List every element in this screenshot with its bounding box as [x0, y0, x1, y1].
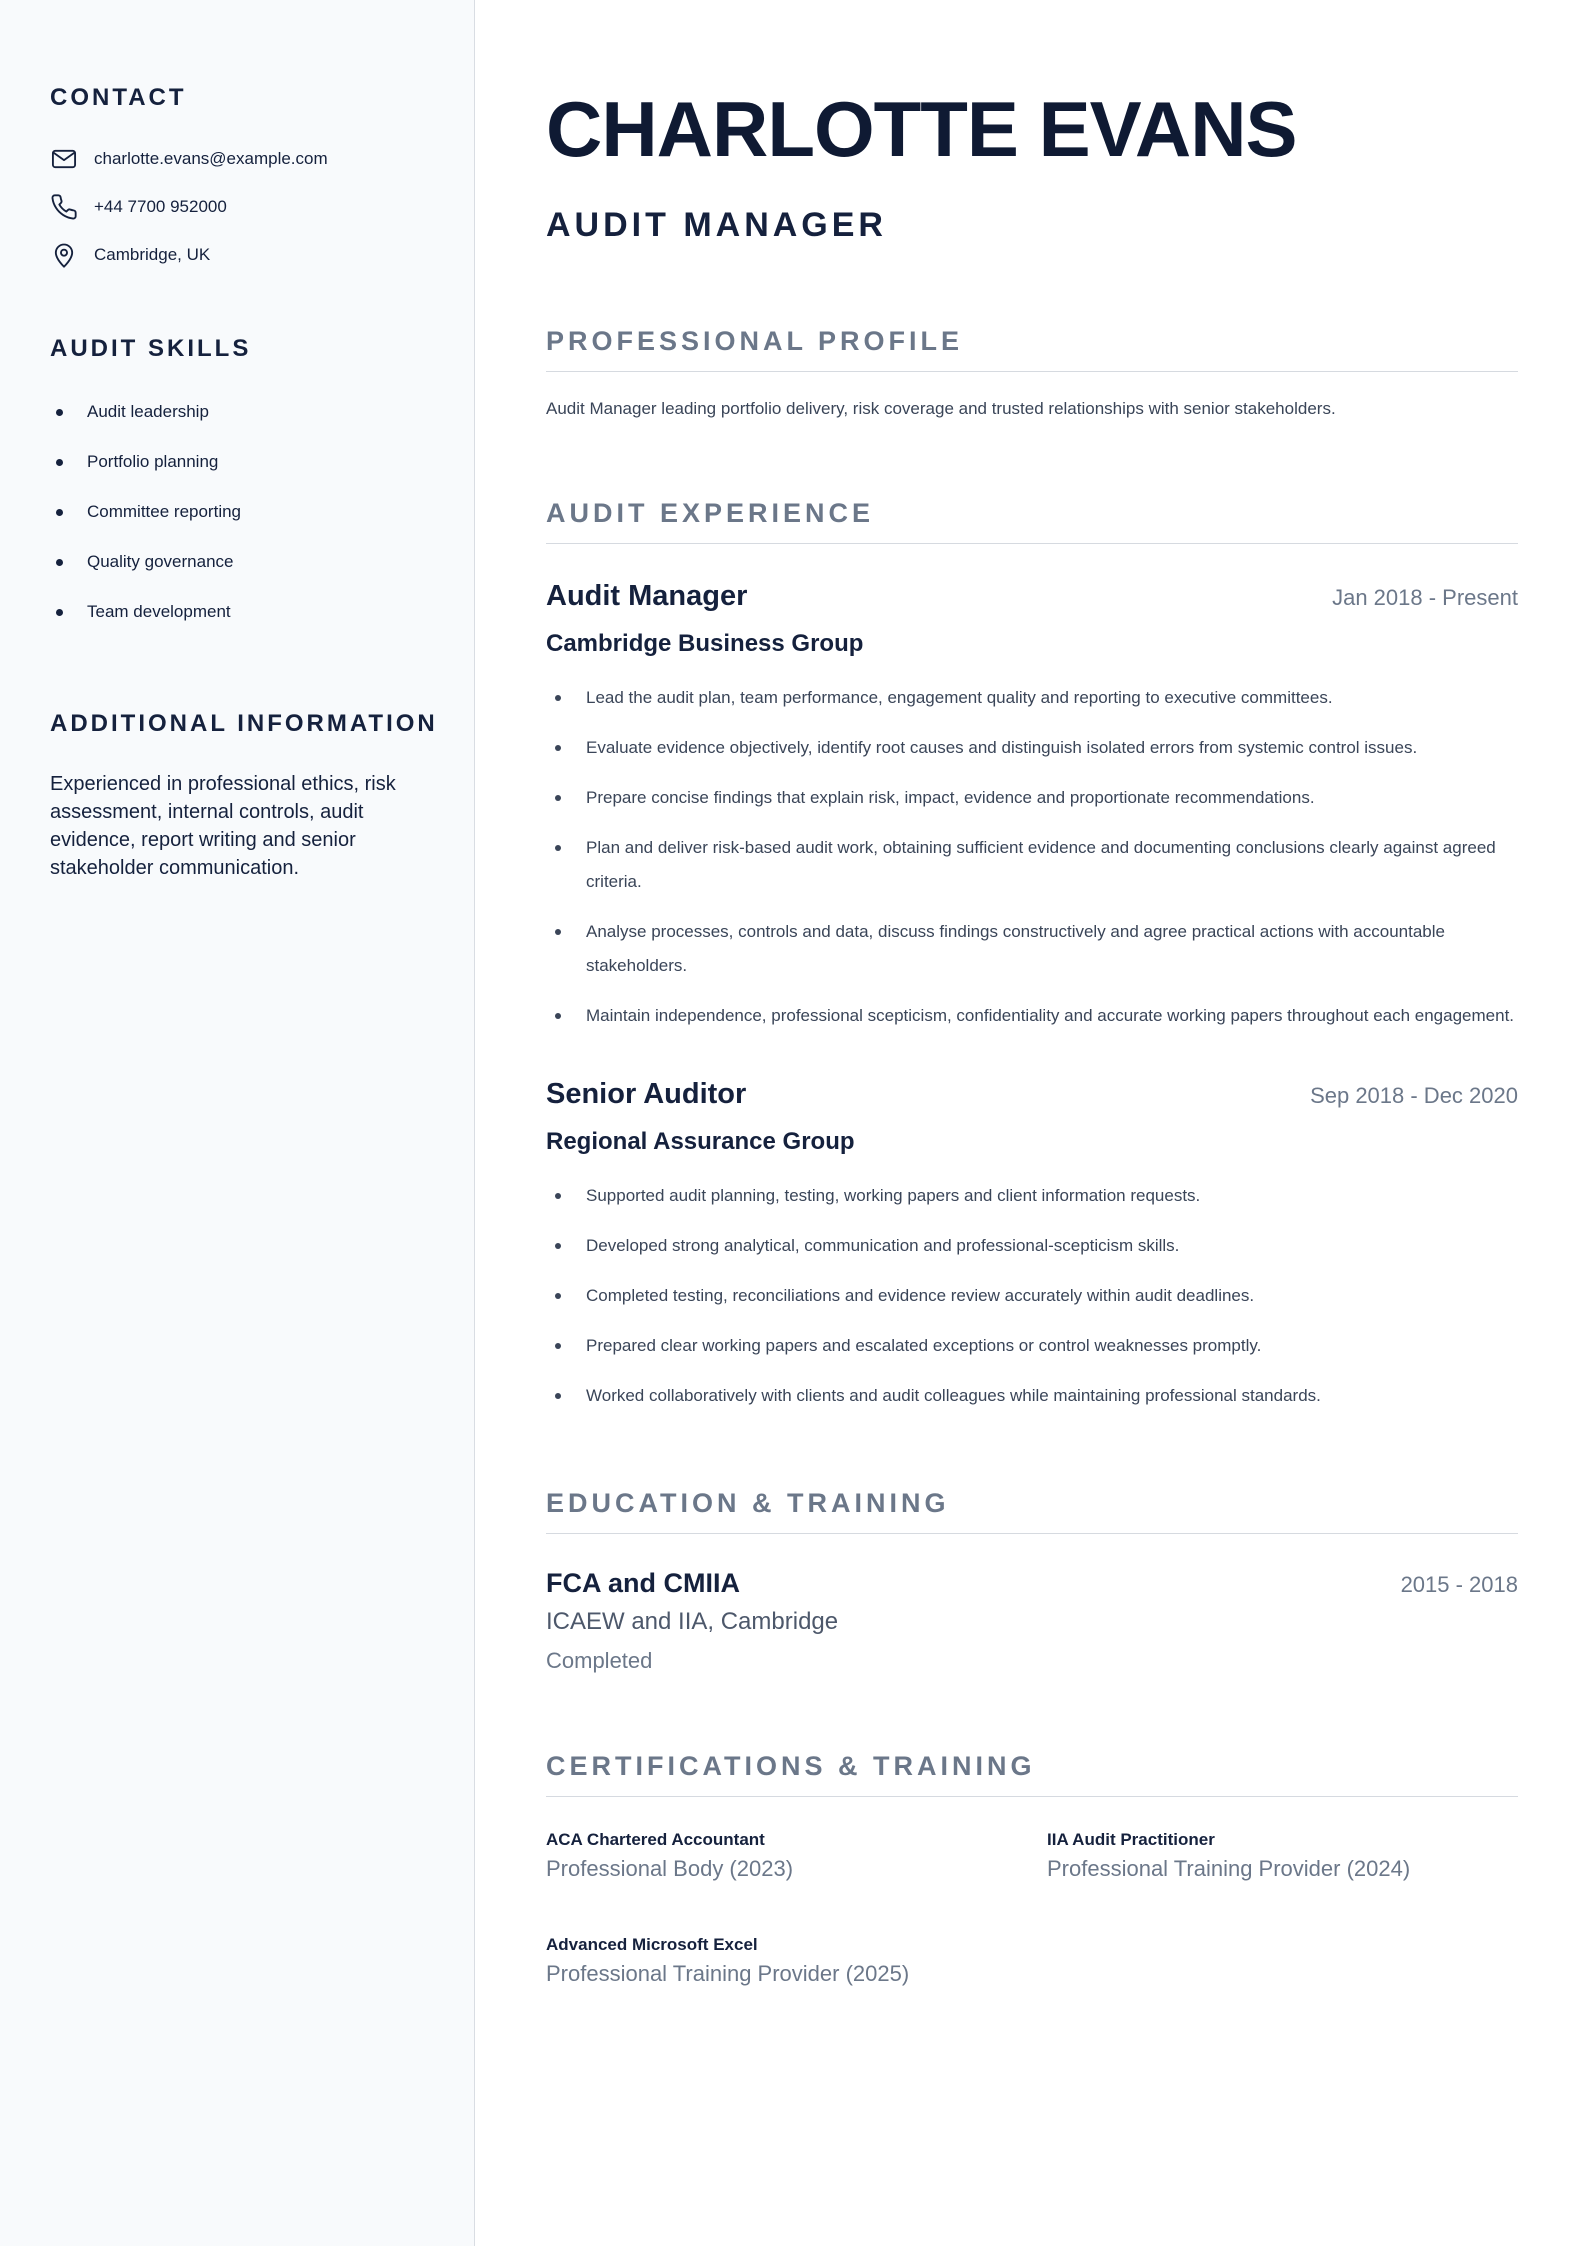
bullet-icon: [56, 609, 63, 616]
job-bullets: [546, 681, 1518, 1049]
profile-heading: PROFESSIONAL PROFILE: [546, 326, 1518, 372]
job-role: Senior Auditor: [546, 1078, 747, 1110]
bullet-icon: [56, 559, 63, 566]
skill-label: Committee reporting: [87, 502, 242, 521]
location-text: Cambridge, UK: [94, 245, 211, 264]
list-item: Plan and deliver risk-based audit work, obtaining sufficient evidence and documenting conclusions clearly against agreed criteria.: [546, 831, 1518, 899]
mail-icon: [50, 145, 78, 173]
phone-icon: [50, 193, 78, 221]
skill-label: Portfolio planning: [87, 452, 219, 471]
cert-name: Advanced Microsoft Excel: [546, 1935, 758, 1954]
contact-phone[interactable]: [50, 192, 227, 222]
cert-provider: Professional Training Provider (2025): [546, 1961, 910, 1986]
email-text: charlotte.evans@example.com: [94, 149, 328, 168]
job-role: Audit Manager: [546, 580, 748, 612]
job-dates: Sep 2018 - Dec 2020: [1310, 1083, 1518, 1108]
cert-name: IIA Audit Practitioner: [1047, 1830, 1215, 1849]
skill-item: [56, 500, 241, 524]
bullet-icon: [56, 409, 63, 416]
experience-heading: AUDIT EXPERIENCE: [546, 498, 1518, 544]
contact-heading: CONTACT: [50, 84, 187, 111]
sidebar: [0, 0, 475, 2246]
job-bullets: [546, 1179, 1518, 1429]
education-institution: ICAEW and IIA, Cambridge: [546, 1608, 839, 1635]
education-degree: FCA and CMIIA: [546, 1568, 740, 1598]
map-pin-icon: [50, 241, 78, 269]
candidate-name: CHARLOTTE EVANS: [546, 85, 1297, 173]
bullet-icon: [56, 509, 63, 516]
list-item: Completed testing, reconciliations and evidence review accurately within audit deadlines.: [546, 1279, 1518, 1313]
profile-text: Audit Manager leading portfolio delivery, risk coverage and trusted relationships with senior stakeholders.: [546, 399, 1336, 418]
skill-label: Quality governance: [87, 552, 234, 571]
list-item: Lead the audit plan, team performance, engagement quality and reporting to executive committees.: [546, 681, 1518, 715]
list-item: Prepared clear working papers and escalated exceptions or control weaknesses promptly.: [546, 1329, 1518, 1363]
cert-provider: Professional Body (2023): [546, 1856, 794, 1881]
cert-provider: Professional Training Provider (2024): [1047, 1856, 1411, 1881]
skill-item: [56, 400, 209, 424]
education-status: Completed: [546, 1648, 653, 1673]
skill-item: [56, 550, 233, 574]
phone-text: +44 7700 952000: [94, 197, 227, 216]
list-item: Evaluate evidence objectively, identify root causes and distinguish isolated errors from systemic control issues.: [546, 731, 1518, 765]
education-dates: 2015 - 2018: [1400, 1572, 1518, 1597]
cert-name: ACA Chartered Accountant: [546, 1830, 765, 1849]
additional-heading: ADDITIONAL INFORMATION: [50, 710, 438, 737]
list-item: Maintain independence, professional scepticism, confidentiality and accurate working papers throughout each engagement.: [546, 999, 1518, 1033]
skill-item: [56, 450, 218, 474]
bullet-icon: [56, 459, 63, 466]
skills-heading: AUDIT SKILLS: [50, 335, 252, 362]
contact-location: [50, 240, 210, 270]
job-dates: Jan 2018 - Present: [1332, 585, 1518, 610]
list-item: Worked collaboratively with clients and audit colleagues while maintaining professional standards.: [546, 1379, 1518, 1413]
list-item: Developed strong analytical, communication and professional-scepticism skills.: [546, 1229, 1518, 1263]
list-item: Prepare concise findings that explain risk, impact, evidence and proportionate recommendations.: [546, 781, 1518, 815]
list-item: Supported audit planning, testing, working papers and client information requests.: [546, 1179, 1518, 1213]
skill-item: [56, 600, 231, 624]
skill-label: Team development: [87, 602, 231, 621]
candidate-title: AUDIT MANAGER: [546, 206, 887, 244]
job-company: Cambridge Business Group: [546, 630, 864, 657]
certifications-heading: CERTIFICATIONS & TRAINING: [546, 1751, 1518, 1797]
list-item: Analyse processes, controls and data, discuss findings constructively and agree practical actions with accountable stakeholders.: [546, 915, 1518, 983]
education-heading: EDUCATION & TRAINING: [546, 1488, 1518, 1534]
contact-email[interactable]: [50, 144, 328, 174]
skill-label: Audit leadership: [87, 402, 209, 421]
job-company: Regional Assurance Group: [546, 1128, 855, 1155]
additional-text: Experienced in professional ethics, risk assessment, internal controls, audit evidence, report writing and senior stakeholder communication.: [50, 773, 396, 879]
